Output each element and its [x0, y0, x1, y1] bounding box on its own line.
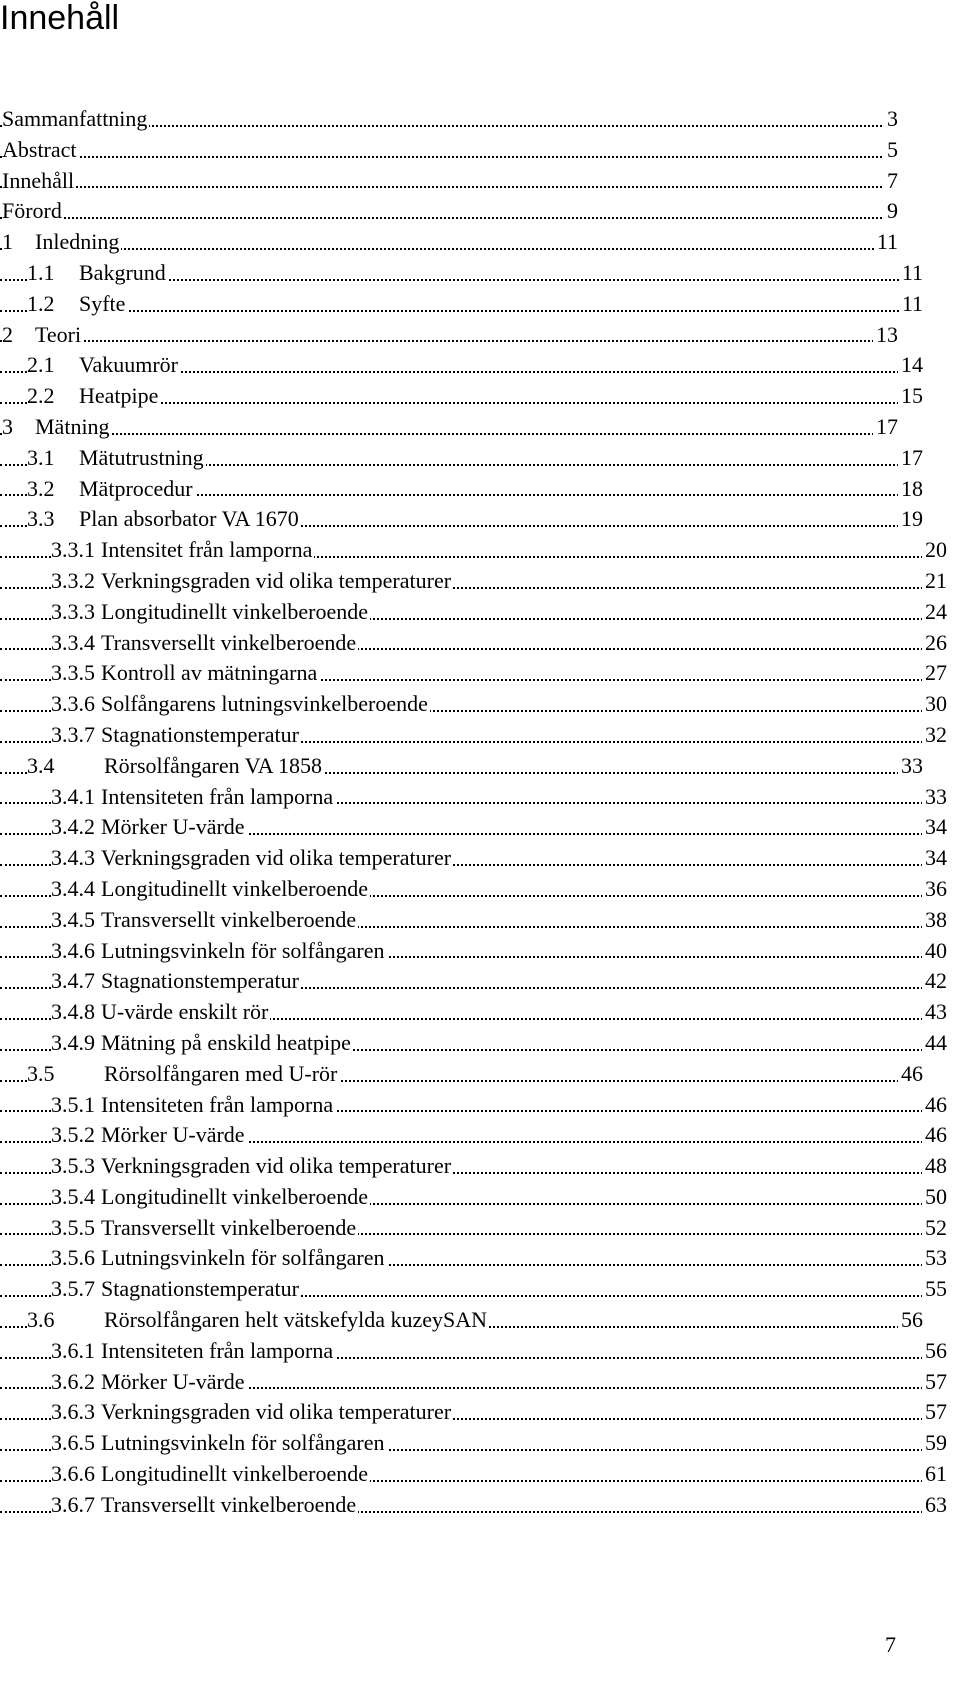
toc-entry-page: 63 — [922, 1490, 947, 1521]
toc-entry[interactable] — [0, 1490, 947, 1521]
toc-entry-page: 46 — [922, 1120, 947, 1151]
toc-entry[interactable] — [0, 628, 947, 659]
toc-entry-label: Kontroll av mätningarna — [101, 660, 318, 686]
toc-entry-page: 52 — [922, 1213, 947, 1244]
toc-entry-label: Teori — [35, 321, 82, 347]
toc-entry[interactable] — [0, 658, 947, 689]
toc-entry-label: Transversellt vinkelberoende — [101, 1491, 357, 1517]
toc-entry-page: 61 — [922, 1459, 947, 1490]
toc-entry-label: Lutningsvinkeln för solfångaren — [101, 1245, 385, 1271]
page-title: Innehåll — [0, 0, 120, 37]
toc-entry[interactable] — [0, 1428, 947, 1459]
toc-entry-number: 3.6.3 — [51, 1399, 95, 1425]
toc-entry-title — [51, 537, 314, 562]
toc-entry-label: Inledning — [35, 229, 120, 255]
toc-entry-page: 33 — [922, 782, 947, 813]
toc-entry-number: 3.3.6 — [51, 691, 95, 717]
toc-entry-label: Vakuumrör — [79, 352, 178, 378]
toc-entry[interactable] — [0, 1336, 947, 1367]
toc-entry-label: Verkningsgraden vid olika temperaturer — [101, 567, 452, 593]
dot-leader — [0, 248, 898, 250]
toc-entry-label: Heatpipe — [79, 383, 159, 409]
dot-leader — [0, 310, 923, 312]
toc-entry-title — [2, 198, 64, 223]
toc-entry[interactable] — [0, 997, 947, 1028]
toc-entry-page: 42 — [922, 966, 947, 997]
toc-entry[interactable] — [0, 104, 898, 135]
toc-entry-label: Intensiteten från lamporna — [101, 783, 334, 809]
toc-entry-title — [51, 1153, 453, 1178]
toc-entry-number: 3.6.5 — [51, 1430, 95, 1456]
toc-entry-number: 3.5.6 — [51, 1245, 95, 1271]
toc-entry-number: 3.4.3 — [51, 845, 95, 871]
toc-entry[interactable] — [0, 874, 947, 905]
toc-entry-page: 5 — [884, 135, 898, 166]
toc-entry-page: 24 — [922, 597, 947, 628]
toc-entry-title — [51, 814, 247, 839]
toc-entry-label: Solfångarens lutningsvinkelberoende — [101, 691, 428, 717]
toc-entry-label: Verkningsgraden vid olika temperaturer — [101, 1153, 452, 1179]
toc-entry-number: 3.5.2 — [51, 1122, 95, 1148]
toc-entry-label: Longitudinellt vinkelberoende — [101, 598, 368, 624]
toc-entry[interactable] — [0, 1243, 947, 1274]
toc-entry-page: 11 — [874, 227, 898, 258]
toc-entry-page: 3 — [884, 104, 898, 135]
toc-entry-number: 1 — [2, 229, 13, 255]
toc-entry-title — [51, 1461, 370, 1486]
toc-entry-page: 13 — [873, 320, 898, 351]
toc-entry-title — [27, 291, 127, 316]
toc-entry-label: Longitudinellt vinkelberoende — [101, 875, 368, 901]
toc-entry-title — [51, 999, 270, 1024]
toc-entry-page: 32 — [922, 720, 947, 751]
toc-entry-page: 19 — [898, 504, 923, 535]
toc-entry[interactable] — [0, 689, 947, 720]
toc-entry-label: Transversellt vinkelberoende — [101, 1214, 357, 1240]
toc-entry-label: Plan absorbator VA 1670 — [79, 506, 299, 532]
toc-entry-page: 57 — [922, 1367, 947, 1398]
toc-entry[interactable] — [0, 1151, 947, 1182]
toc-entry[interactable] — [0, 474, 923, 505]
toc-entry-label: Rörsolfångaren med U-rör — [104, 1060, 338, 1086]
toc-entry-page: 38 — [922, 905, 947, 936]
toc-entry-title — [51, 1492, 358, 1517]
toc-entry-title — [51, 1030, 353, 1055]
toc-entry-title — [51, 1276, 301, 1301]
toc-entry-title — [51, 630, 358, 655]
toc-entry-page: 34 — [922, 843, 947, 874]
toc-entry-number: 3.4.8 — [51, 999, 95, 1025]
toc-entry-label: Mörker U-värde — [101, 1368, 245, 1394]
toc-entry-title — [51, 1184, 370, 1209]
toc-entry-label: Verkningsgraden vid olika temperaturer — [101, 845, 452, 871]
toc-entry-number: 3.3.1 — [51, 537, 95, 563]
toc-entry-title — [51, 1215, 358, 1240]
toc-entry-page: 50 — [922, 1182, 947, 1213]
dot-leader — [0, 156, 898, 158]
toc-entry-label: Innehåll — [2, 167, 75, 193]
toc-entry-page: 43 — [922, 997, 947, 1028]
toc-entry[interactable] — [0, 1274, 947, 1305]
toc-entry[interactable] — [0, 227, 898, 258]
toc-entry[interactable] — [0, 166, 898, 197]
toc-entry-title — [51, 599, 370, 624]
toc-entry-page: 48 — [922, 1151, 947, 1182]
toc-entry-number: 3.6 — [27, 1307, 55, 1333]
toc-entry-title — [51, 1399, 453, 1424]
toc-entry-label: Mätning på enskild heatpipe — [101, 1029, 351, 1055]
toc-entry-page: 7 — [884, 166, 898, 197]
toc-entry-number: 3.5.7 — [51, 1276, 95, 1302]
toc-entry-label: Lutningsvinkeln för solfångaren — [101, 937, 385, 963]
toc-entry-page: 56 — [898, 1305, 923, 1336]
toc-entry[interactable] — [0, 566, 947, 597]
toc-entry-number: 3.6.2 — [51, 1368, 95, 1394]
toc-entry-title — [2, 229, 121, 254]
toc-entry[interactable] — [0, 751, 923, 782]
toc-entry-number: 2 — [2, 321, 13, 347]
toc-entry-label: Stagnationstemperatur — [101, 968, 299, 994]
toc-entry-label: Sammanfattning — [2, 106, 148, 131]
toc-entry-label: Mätprocedur — [79, 475, 193, 501]
toc-entry-label: Transversellt vinkelberoende — [101, 629, 357, 655]
toc-entry-number: 3.6.1 — [51, 1337, 95, 1363]
toc-entry-label: Förord — [2, 198, 62, 224]
toc-entry-number: 3.4.1 — [51, 783, 95, 809]
toc-entry-number: 1.1 — [27, 259, 55, 285]
toc-entry-page: 18 — [898, 474, 923, 505]
toc-entry-label: Mätning — [35, 413, 110, 439]
toc-entry-title — [27, 260, 168, 285]
toc-entry-label: Bakgrund — [79, 259, 166, 285]
toc-entry-label: Rörsolfångaren helt vätskefylda kuzeySAN — [104, 1307, 488, 1333]
toc-entry[interactable] — [0, 843, 947, 874]
toc-entry-label: Transversellt vinkelberoende — [101, 906, 357, 932]
toc-entry-title — [2, 322, 83, 347]
toc-entry[interactable] — [0, 535, 947, 566]
toc-entry[interactable] — [0, 1367, 947, 1398]
toc-entry-number: 3.4.6 — [51, 937, 95, 963]
toc-entry-number: 3.5.3 — [51, 1153, 95, 1179]
toc-entry-page: 21 — [922, 566, 947, 597]
toc-entry-number: 3.1 — [27, 444, 55, 470]
toc-entry-label: Syfte — [79, 290, 126, 316]
toc-entry[interactable] — [0, 196, 898, 227]
toc-entry-title — [51, 568, 453, 593]
toc-entry-number: 3.3.2 — [51, 567, 95, 593]
toc-entry-label: Lutningsvinkeln för solfångaren — [101, 1430, 385, 1456]
toc-entry[interactable] — [0, 1182, 947, 1213]
toc-entry-title — [27, 506, 301, 531]
toc-entry-page: 14 — [898, 350, 923, 381]
toc-entry-number: 3.4 — [27, 752, 55, 778]
toc-entry-number: 1.2 — [27, 290, 55, 316]
toc-entry-page: 30 — [922, 689, 947, 720]
toc-entry[interactable] — [0, 597, 947, 628]
toc-entry-title — [27, 476, 195, 501]
toc-entry-label: Mörker U-värde — [101, 1122, 245, 1148]
toc-entry-number: 3.2 — [27, 475, 55, 501]
toc-entry-number: 3.3 — [27, 506, 55, 532]
toc-entry-page: 59 — [922, 1428, 947, 1459]
toc-entry-title — [51, 845, 453, 870]
toc-entry-page: 40 — [922, 936, 947, 967]
toc-entry[interactable] — [0, 720, 947, 751]
toc-entry-label: Stagnationstemperatur — [101, 1276, 299, 1302]
toc-entry[interactable] — [0, 412, 898, 443]
toc-entry-page: 57 — [922, 1397, 947, 1428]
toc-entry-number: 3.6.6 — [51, 1461, 95, 1487]
toc-entry-page: 26 — [922, 628, 947, 659]
toc-entry-label: Mätutrustning — [79, 444, 204, 470]
toc-entry-number: 3.5.4 — [51, 1183, 95, 1209]
toc-entry-page: 44 — [922, 1028, 947, 1059]
toc-entry-title — [51, 1369, 247, 1394]
toc-entry[interactable] — [0, 936, 947, 967]
toc-entry-label: Mörker U-värde — [101, 814, 245, 840]
toc-entry[interactable] — [0, 782, 947, 813]
toc-entry-number: 3 — [2, 413, 13, 439]
toc-entry-label: Intensiteten från lamporna — [101, 1091, 334, 1117]
toc-entry-number: 3.4.7 — [51, 968, 95, 994]
toc-entry-title — [2, 106, 149, 131]
toc-entry-page: 11 — [899, 258, 923, 289]
toc-entry-label: Verkningsgraden vid olika temperaturer — [101, 1399, 452, 1425]
toc-entry-number: 3.5 — [27, 1060, 55, 1086]
toc-entry-page: 33 — [898, 751, 923, 782]
toc-entry[interactable] — [0, 1305, 923, 1336]
toc-entry[interactable] — [0, 504, 923, 535]
toc-entry-title — [51, 876, 370, 901]
toc-entry-title — [27, 445, 206, 470]
toc-entry-page: 9 — [884, 196, 898, 227]
toc-entry-number: 3.4.2 — [51, 814, 95, 840]
toc-entry-page: 11 — [899, 289, 923, 320]
toc-entry[interactable] — [0, 320, 898, 351]
toc-entry[interactable] — [0, 966, 947, 997]
toc-entry-number: 3.5.5 — [51, 1214, 95, 1240]
toc-entry-page: 55 — [922, 1274, 947, 1305]
toc-entry-title — [51, 1122, 247, 1147]
toc-entry-number: 3.4.9 — [51, 1029, 95, 1055]
toc-entry-page: 46 — [898, 1059, 923, 1090]
toc-entry-title — [51, 691, 430, 716]
toc-entry-number: 3.6.7 — [51, 1491, 95, 1517]
toc-entry-number: 3.3.7 — [51, 721, 95, 747]
toc-entry-title — [27, 383, 160, 408]
toc-entry-title — [51, 1245, 387, 1270]
toc-entry-page: 53 — [922, 1243, 947, 1274]
toc-entry-number: 2.2 — [27, 383, 55, 409]
toc-entry[interactable] — [0, 350, 923, 381]
toc-entry-title — [27, 753, 324, 778]
toc-entry[interactable] — [0, 1090, 947, 1121]
toc-entry-page: 46 — [922, 1090, 947, 1121]
toc-entry-title — [27, 1061, 339, 1086]
toc-entry-label: Longitudinellt vinkelberoende — [101, 1183, 368, 1209]
toc-entry[interactable] — [0, 1459, 947, 1490]
toc-entry[interactable] — [0, 443, 923, 474]
toc-entry-title — [27, 352, 180, 377]
toc-entry-label: Intensitet från lamporna — [101, 537, 313, 563]
toc-entry-title — [51, 1338, 335, 1363]
toc-entry-title — [2, 137, 79, 162]
toc-entry-page: 56 — [922, 1336, 947, 1367]
toc-entry[interactable] — [0, 1213, 947, 1244]
toc-entry-label: Intensiteten från lamporna — [101, 1337, 334, 1363]
dot-leader — [0, 217, 898, 219]
toc-entry-title — [51, 660, 319, 685]
toc-entry-title — [51, 968, 301, 993]
toc-entry[interactable] — [0, 1397, 947, 1428]
toc-entry-label: U-värde enskilt rör — [101, 999, 269, 1025]
toc-entry[interactable] — [0, 1028, 947, 1059]
toc-entry-label: Abstract — [2, 136, 77, 162]
toc-entry[interactable] — [0, 381, 923, 412]
toc-entry-number: 3.4.4 — [51, 875, 95, 901]
toc-entry-page: 34 — [922, 812, 947, 843]
toc-entry[interactable] — [0, 289, 923, 320]
toc-entry-number: 3.3.5 — [51, 660, 95, 686]
table-of-contents — [0, 104, 947, 1521]
toc-entry[interactable] — [0, 1059, 923, 1090]
toc-entry-number: 2.1 — [27, 352, 55, 378]
toc-entry-page: 36 — [922, 874, 947, 905]
page-number: 7 — [885, 1632, 896, 1657]
dot-leader — [0, 433, 898, 435]
toc-entry-page: 20 — [922, 535, 947, 566]
toc-entry-label: Longitudinellt vinkelberoende — [101, 1461, 368, 1487]
toc-entry-page: 27 — [922, 658, 947, 689]
toc-entry-title — [51, 722, 301, 747]
toc-entry-title — [51, 907, 358, 932]
toc-entry[interactable] — [0, 1120, 947, 1151]
toc-entry[interactable] — [0, 135, 898, 166]
toc-entry[interactable] — [0, 812, 947, 843]
toc-entry-label: Stagnationstemperatur — [101, 721, 299, 747]
toc-entry-page: 15 — [898, 381, 923, 412]
toc-entry-title — [2, 414, 112, 439]
toc-entry-page: 17 — [898, 443, 923, 474]
toc-entry-title — [2, 168, 76, 193]
toc-entry-title — [51, 1092, 335, 1117]
toc-entry-number: 3.5.1 — [51, 1091, 95, 1117]
toc-entry-title — [51, 938, 387, 963]
toc-entry-page: 17 — [873, 412, 898, 443]
dot-leader — [0, 186, 898, 188]
dot-leader — [0, 340, 898, 342]
toc-entry-title — [27, 1307, 489, 1332]
toc-entry-number: 3.3.3 — [51, 598, 95, 624]
toc-entry-title — [51, 784, 335, 809]
toc-entry[interactable] — [0, 905, 947, 936]
toc-entry-number: 3.3.4 — [51, 629, 95, 655]
toc-entry-label: Rörsolfångaren VA 1858 — [104, 752, 322, 778]
toc-entry[interactable] — [0, 258, 923, 289]
toc-entry-title — [51, 1430, 387, 1455]
toc-entry-number: 3.4.5 — [51, 906, 95, 932]
